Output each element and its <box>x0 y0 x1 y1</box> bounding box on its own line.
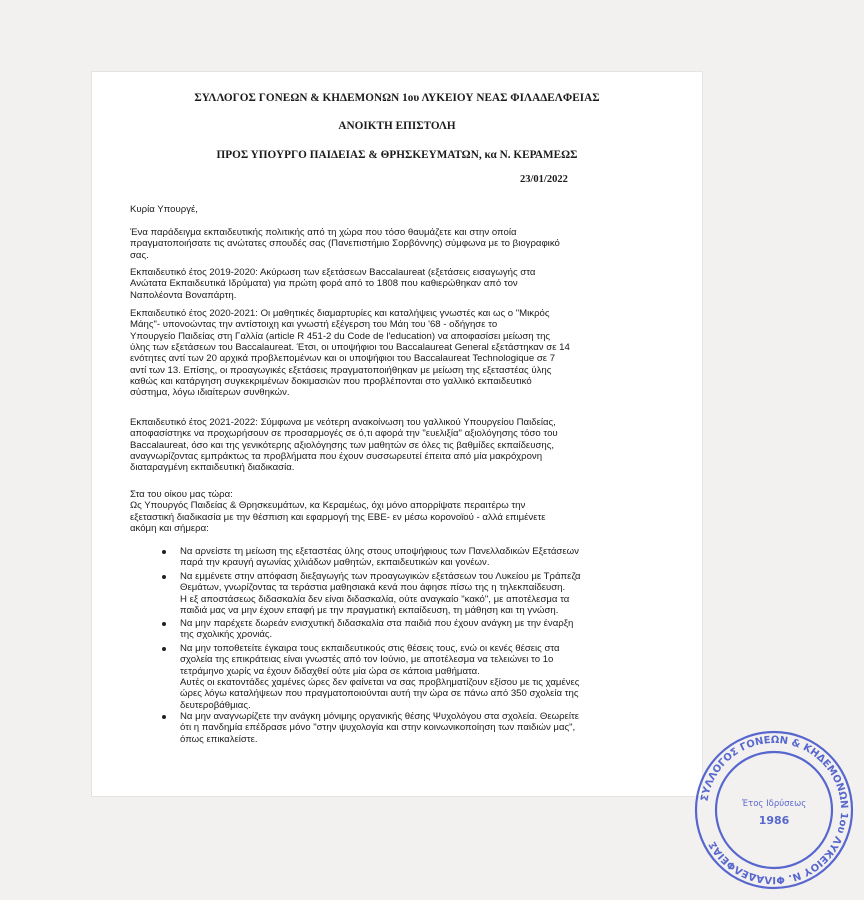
paragraph-line: Εκπαιδευτικό έτος 2019-2020: Ακύρωση των εξετάσεων Baccalaureat (εξετάσεις εισαγωγής στα <box>130 267 536 278</box>
paragraph-line: Στα του οίκου μας τώρα: <box>130 489 233 500</box>
paragraph-line: αποφασίστηκε να προχωρήσουν σε προσαρμογές σε ό,τι αφορά την "ευελιξία" αξιολόγησης τόσο του <box>130 428 558 440</box>
bullet-line: Αυτές οι εκατοντάδες χαμένες ώρες δεν φαίνεται να σας προβληματίζουν εξίσου με τις χαμένες <box>180 676 580 688</box>
paragraph-line: Εκπαιδευτικό έτος 2021-2022: Σύμφωνα με νεότερη ανακοίνωση του γαλλικού Υπουργείου Παιδείας, <box>130 417 556 428</box>
paragraph-line: καθώς και κατάργηση συγκεκριμένων δοκιμασιών που προβλέπονται στο γαλλικό εκπαιδευτικό <box>130 375 532 387</box>
bullet-line: παιδιά μας να μην έχουν επαφή με την πραγματική εκπαίδευση, τη μάθηση και τη γνώση. <box>180 604 559 616</box>
paragraph-line: Baccalaureat, όσο και της γενικότερης αξιολόγησης των μαθητών σε όλες τις βαθμίδες εκπαίδευσης, <box>130 439 555 451</box>
paragraph-line: σας. <box>130 249 149 261</box>
paragraph-line: εξεταστική διαδικασία με την θέσπιση και εφαρμογή της ΕΒΕ- εν μέσω κορονοϊού - αλλά επιμένετε <box>130 511 546 523</box>
recipient-line: ΠΡΟΣ ΥΠΟΥΡΓΟ ΠΑΙΔΕΙΑΣ & ΘΡΗΣΚΕΥΜΑΤΩΝ, κα Ν. ΚΕΡΑΜΕΩΣ <box>216 149 578 161</box>
bullet-line: τετράμηνο χωρίς να έχουν διδαχθεί ούτε μία ώρα σε κάποια μαθήματα. <box>180 665 480 677</box>
bullet-line: Να μην τοποθετείτε έγκαιρα τους εκπαιδευτικούς στις θέσεις τους, ενώ οι κενές θέσεις στα <box>180 643 560 654</box>
stamp-outer-ring <box>696 732 852 888</box>
paragraph-line: Ένα παράδειγμα εκπαιδευτικής πολιτικής από τη χώρα που τόσο θαυμάζετε και στην οποία <box>130 227 517 238</box>
association-header: ΣΥΛΛΟΓΟΣ ΓΟΝΕΩΝ & ΚΗΔΕΜΟΝΩΝ 1ου ΛΥΚΕΙΟΥ ΝΕΑΣ ΦΙΛΑΔΕΛΦΕΙΑΣ <box>194 92 600 104</box>
stamp-inner-ring <box>716 752 832 868</box>
bullet-dot <box>162 715 166 719</box>
paragraph-line: ενότητες αντί των 20 αρχικά προβλεπομένων και οι υποψήφιοι του Baccalaureat Technologique σε 7 <box>130 353 556 365</box>
bullet-line: ότι η πανδημία επέδρασε μόνο "στην ψυχολογία και στην κοινωνικοποίηση των παιδιών μας", <box>180 722 576 734</box>
association-stamp <box>684 720 864 900</box>
paragraph-line: αναγνωρίζοντας εμπράκτως τα προβλήματα που έχουν συσσωρευτεί έπειτα από μία μακρόχρονη <box>130 450 543 462</box>
stamp-ring-text: ΣΥΛΛΟΓΟΣ ΓΟΝΕΩΝ & ΚΗΔΕΜΟΝΩΝ 1ου ΛΥΚΕΙΟΥ Ν. ΦΙΛΑΔΕΛΦΕΙΑΣ <box>699 734 850 886</box>
stamp-center-label: Έτος Ιδρύσεως <box>741 799 807 809</box>
bullet-line: Να αρνείστε τη μείωση της εξεταστέας ύλης στους υποψήφιους των Πανελλαδικών Εξετάσεων <box>180 546 579 557</box>
document-type-title: ΑΝΟΙΚΤΗ ΕΠΙΣΤΟΛΗ <box>338 120 456 132</box>
paragraph-line: ακόμη και σήμερα: <box>130 522 209 534</box>
bullet-line: Να εμμένετε στην απόφαση διεξαγωγής των προαγωγικών εξετάσεων του Λυκείου με Τράπεζα <box>180 571 581 582</box>
bullet-line: Θεμάτων, γνωρίζοντας τα τεράστια μαθησιακά κενά που άφησε πίσω της η τηλεκπαίδευση. <box>180 582 566 594</box>
bullet-line: Η εξ αποστάσεως διδασκαλία δεν είναι διδασκαλία, ούτε αναγκαίο "κακό", με αποτέλεσμα τα <box>180 593 570 605</box>
letter-sheet <box>92 72 850 886</box>
greeting: Κυρία Υπουργέ, <box>130 204 198 215</box>
bullet-line: Να μην αναγνωρίζετε την ανάγκη μόνιμης οργανικής θέσης Ψυχολόγου στα σχολεία. Θεωρείτε <box>180 711 580 722</box>
bullet-line: δευτεροβάθμιας. <box>180 699 251 711</box>
bullet-line: παρά την κραυγή αγωνίας χιλιάδων μαθητών, εκπαιδευτικών και γονέων. <box>180 557 490 569</box>
paragraph-line: Υπουργείο Παιδείας στη Γαλλία (article R 451-2 du Code de l'education) να αποφασίσει μείωση της <box>130 330 551 342</box>
paragraph-line: Ανώτατα Εκπαιδευτικά Ιδρύματα) για πρώτη φορά από το 1808 που καθιερώθηκαν από τον <box>130 278 518 290</box>
letter-date: 23/01/2022 <box>520 174 568 185</box>
bullet-line: σχολεία της επικράτειας είναι γνωστές από τον Ιούνιο, με αποτέλεσμα να τελειώνει το 1ο <box>180 654 554 666</box>
paragraph-line: αντί των 13. Επίσης, οι προαγωγικές εξετάσεις πραγματοποιήθηκαν με μείωση της εξεταστέας ύλης <box>130 364 552 376</box>
paragraph-line: Μάης"- υπονοώντας την αντίστοιχη και γνωστή εξέγερση του Μάη του '68 - οδήγησε το <box>130 319 498 331</box>
bullet-line: όπως επικαλείστε. <box>180 733 258 745</box>
bullet-dot <box>162 550 166 554</box>
bullet-line: της σχολικής χρονιάς. <box>180 629 273 641</box>
paragraph-line: Ναπολέοντα Βοναπάρτη. <box>130 289 237 301</box>
paragraph-line: Εκπαιδευτικό έτος 2020-2021: Οι μαθητικές διαμαρτυρίες και καταλήψεις γνωστές και ως ο "Μικρός <box>130 308 550 319</box>
paragraph-line: πραγματοποιήσατε τις ανώτατες σπουδές σας (Πανεπιστήμιο Σορβόννης) σύμφωνα με το βιογραφικό <box>130 238 560 250</box>
bullet-dot <box>162 575 166 579</box>
bullet-line: ώρες λόγω καταλήψεων που πραγματοποιούνται αυτή την ώρα σε πάνω από 350 σχολεία της <box>180 688 579 700</box>
paragraph-line: σύστημα, λόγω ιδιαίτερων συνθηκών. <box>130 387 290 399</box>
paragraph-line: διαταραγμένη εκπαιδευτική διαδικασία. <box>130 462 295 474</box>
stamp-year: 1986 <box>758 814 790 827</box>
paragraph-line: Ως Υπουργός Παιδείας & Θρησκευμάτων, κα Κεραμέως, όχι μόνο απορρίψατε περαιτέρω την <box>130 500 526 512</box>
bullet-dot <box>162 647 166 651</box>
bullet-line: Να μην παρέχετε δωρεάν ενισχυτική διδασκαλία στα παιδιά που έχουν ανάγκη με την έναρξη <box>180 618 574 629</box>
bullet-dot <box>162 622 166 626</box>
paragraph-line: ύλης των εξετάσεων του Baccalaureat. Έτσι, οι υποψήφιοι του Baccalaureat General εξετάστηκαν σε 14 <box>130 341 570 353</box>
letter-content <box>92 72 702 796</box>
